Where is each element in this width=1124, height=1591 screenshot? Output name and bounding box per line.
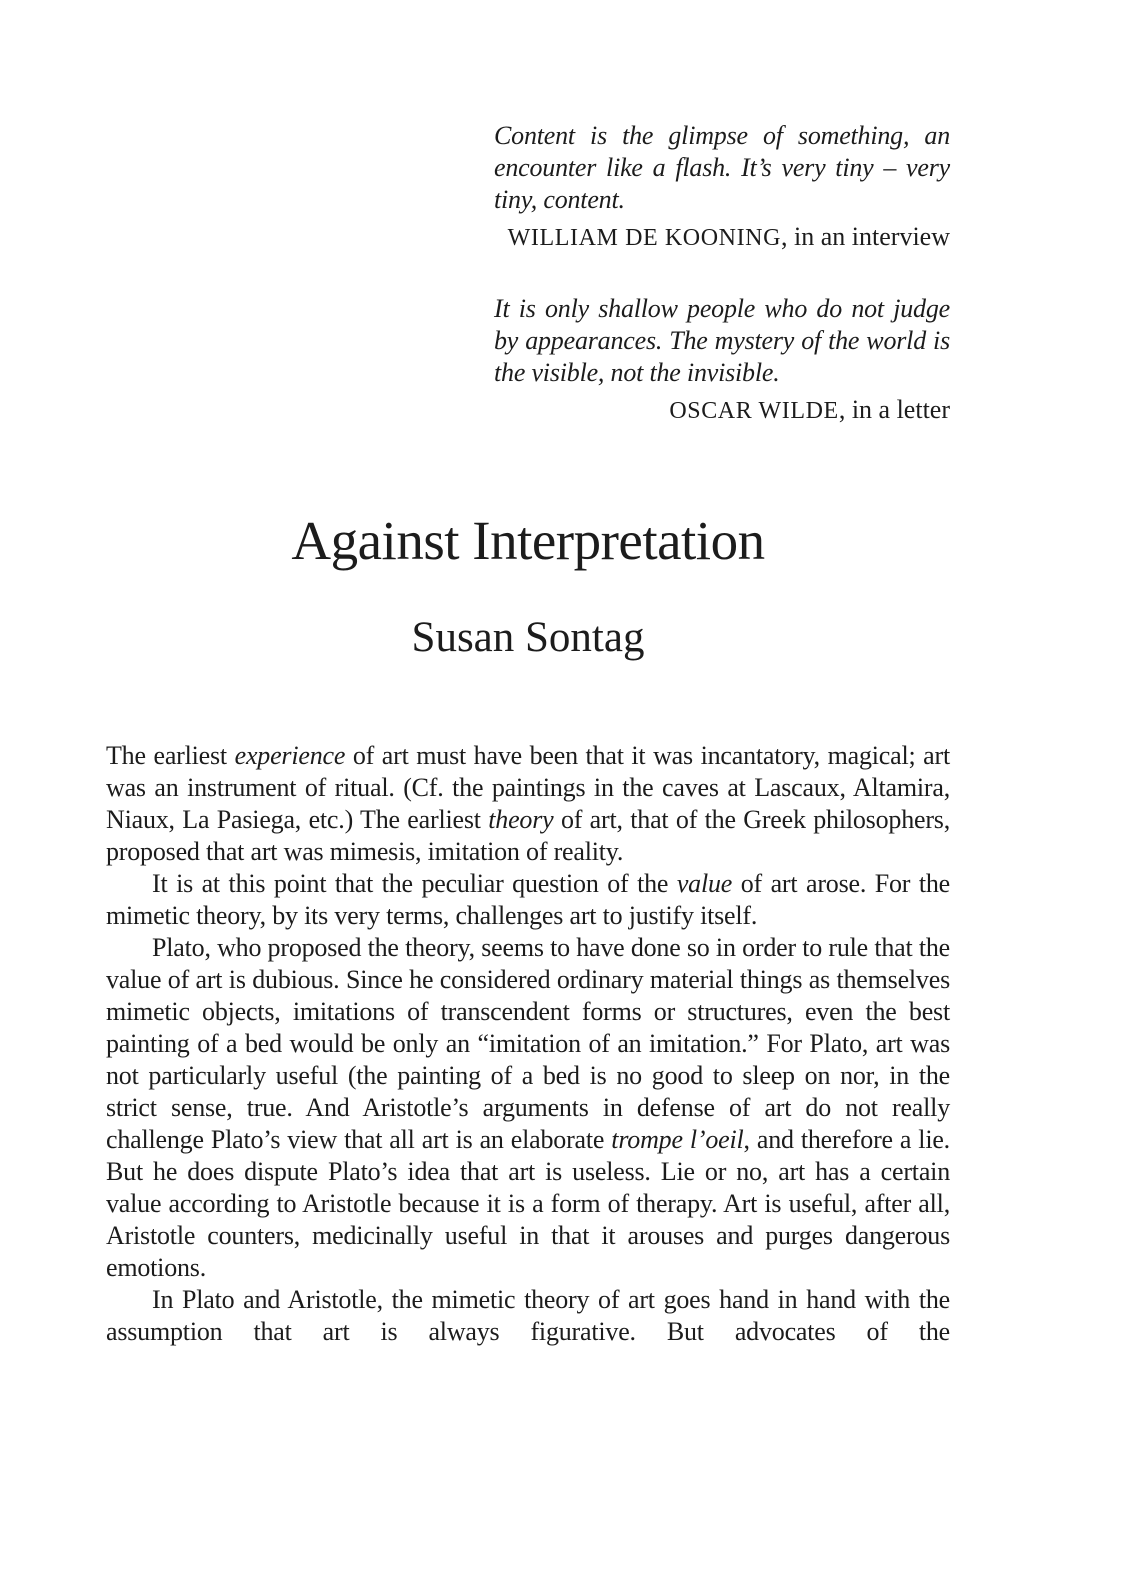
essay-title: Against Interpretation [291,510,765,571]
text-segment: It is at this point that the peculiar question of the [152,869,677,898]
text-segment: Plato, who proposed the theory, seems to have done so in order to rule that the value of art is dubious. Since he considered ordinary material things as themselves mimetic objects, imitations of transcendent forms or structures, even the best painting of a bed would be only an “imitation of an imitation.” For Plato, art was not particularly useful (the painting of a bed is no good to sleep on nor, in the strict sense, true. And Aristotle’s arguments in defense of art do not really challenge Plato’s view that all art is an elaborate [106,933,950,1154]
epigraph-quote: Content is the glimpse of something, an encounter like a flash. It’s very tiny – very tiny, content. [494,121,950,214]
text-segment: theory [488,805,554,834]
epigraph-section [106,120,950,426]
text-segment: The earliest [106,741,235,770]
attribution-rest: , in an interview [781,222,950,251]
epigraph-attribution [494,222,950,253]
body-paragraph [106,868,950,932]
attribution-name: OSCAR WILDE [669,398,839,424]
text-segment: In Plato and Aristotle, the mimetic theory of art goes hand in hand with the assumption that art is always figurative. But advocates of the [106,1285,950,1346]
attribution-rest: , in a letter [838,395,950,424]
epigraph-attribution [494,395,950,426]
content-column [106,0,950,1348]
attribution-name: WILLIAM DE KOONING [507,225,782,251]
text-segment: trompe l’oeil [611,1125,744,1154]
text-segment: value [676,869,733,898]
text-segment: of art, that of the Greek philosophers, proposed that art was mimesis, imitation of reality. [106,805,951,866]
body-paragraph [106,1284,950,1348]
epigraph [494,120,950,253]
body-paragraph [106,740,950,868]
text-segment: of art arose. For the mimetic theory, by its very terms, challenges art to justify itself. [106,869,950,930]
epigraph [494,293,950,426]
text-segment: of art must have been that it was incantatory, magical; art was an instrument of ritual. (Cf. the paintings in the caves at Lascaux, Altamira, Niaux, La Pasiega, etc.) The earliest [106,741,951,834]
body-paragraph [106,932,950,1284]
text-segment: experience [234,741,346,770]
epigraph-quote: It is only shallow people who do not judge by appearances. The mystery of the world is the visible, not the invisible. [494,294,950,387]
essay-author: Susan Sontag [411,614,645,661]
text-segment: , and therefore a lie. But he does dispute Plato’s idea that art is useless. Lie or no, art has a certain value according to Aristotle because it is a form of therapy. Art is useful, after all, Aristotle counters, medicinally useful in that it arouses and purges dangerous emotions. [106,1125,950,1282]
essay-body [106,740,950,1348]
